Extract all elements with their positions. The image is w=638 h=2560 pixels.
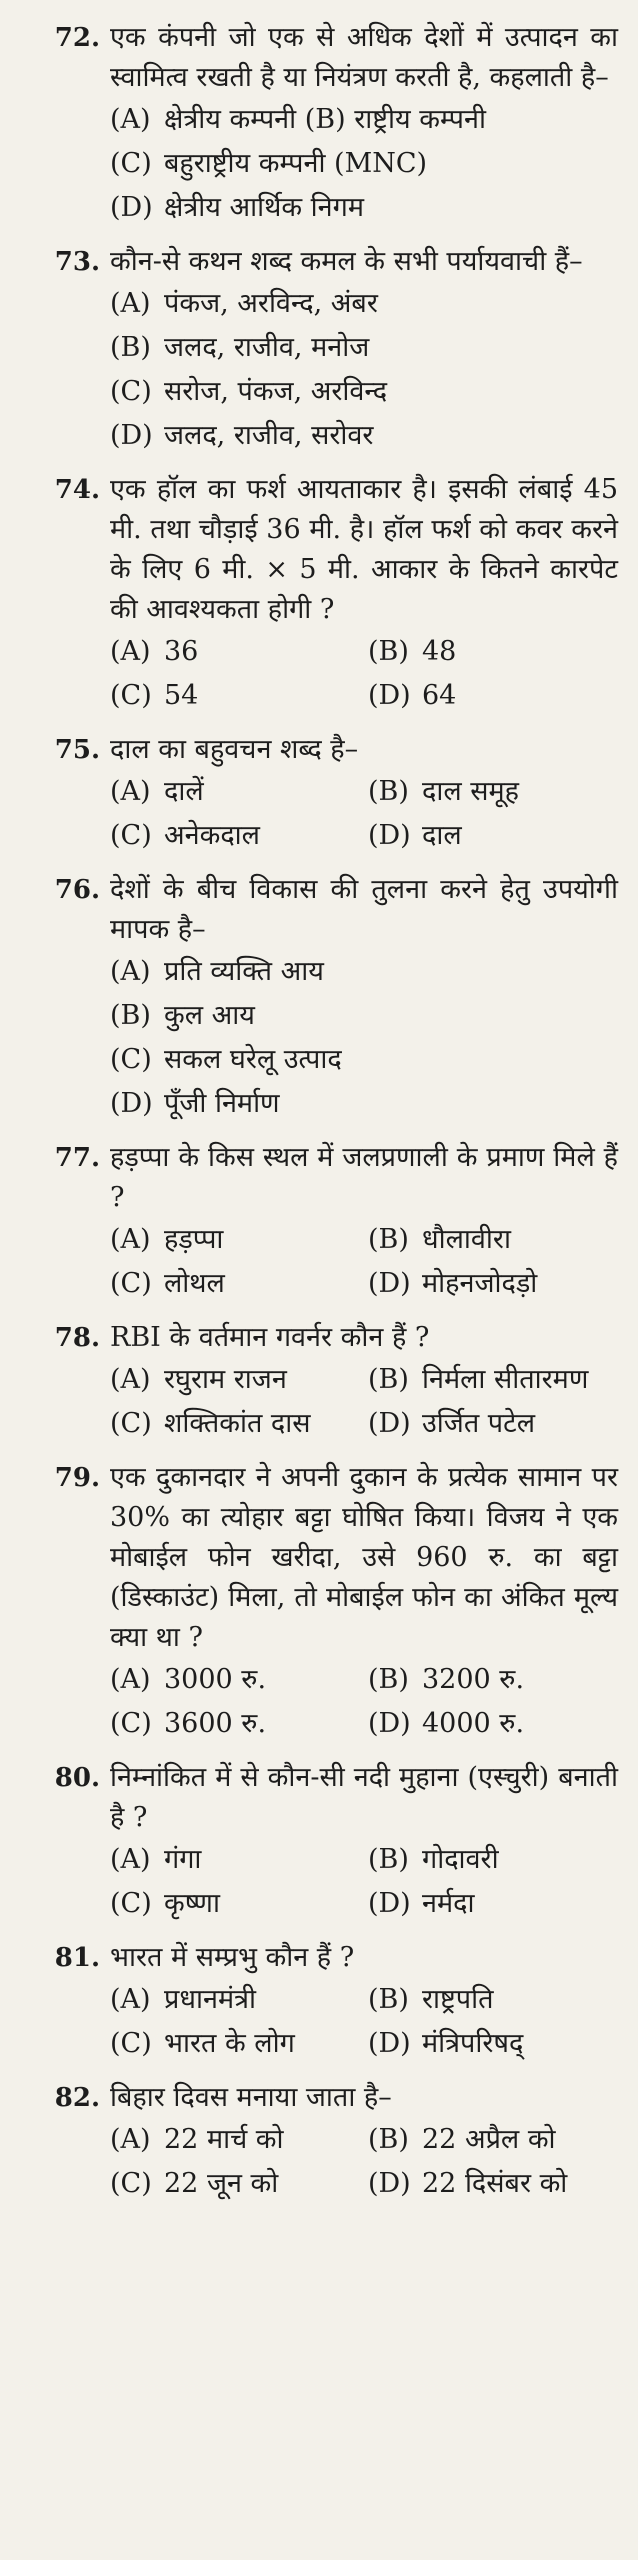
option bbox=[110, 186, 618, 230]
options-list bbox=[110, 282, 618, 458]
question-5 bbox=[24, 1138, 618, 1306]
option-label: (C) bbox=[110, 1044, 152, 1075]
option bbox=[110, 994, 618, 1038]
option-text: हड़प्पा bbox=[164, 1224, 224, 1255]
option-label: (B) bbox=[368, 1364, 409, 1395]
question-6 bbox=[24, 1318, 618, 1446]
question-number: 75. bbox=[54, 735, 100, 765]
question-head bbox=[24, 1758, 618, 1838]
option bbox=[368, 1358, 618, 1402]
option-label: (C) bbox=[110, 820, 152, 851]
question-head bbox=[24, 1938, 618, 1978]
option-label: (B) bbox=[368, 776, 409, 807]
option-text: दाल समूह bbox=[422, 776, 519, 807]
option-label: (C) bbox=[110, 148, 152, 179]
option-text: जलद, राजीव, मनोज bbox=[164, 332, 370, 363]
question-head bbox=[24, 1318, 618, 1358]
option bbox=[110, 1082, 618, 1126]
option-text: 64 bbox=[422, 680, 457, 711]
option-label: (A) bbox=[110, 1364, 151, 1395]
option-label: (A) bbox=[110, 288, 151, 319]
option bbox=[110, 370, 618, 414]
option-label: (C) bbox=[110, 1268, 152, 1299]
option-text: भारत के लोग bbox=[164, 2028, 295, 2059]
question-number: 77. bbox=[54, 1143, 100, 1173]
options-list bbox=[110, 98, 618, 230]
option-label: (D) bbox=[368, 1268, 411, 1299]
option-label: (B) bbox=[368, 1844, 409, 1875]
question-head bbox=[24, 242, 618, 282]
question-number: 82. bbox=[54, 2083, 100, 2113]
option-text: 48 bbox=[422, 636, 457, 667]
option-label: (A) bbox=[110, 1224, 151, 1255]
option bbox=[368, 674, 618, 718]
option-label: (D) bbox=[110, 192, 153, 223]
option-label: (C) bbox=[110, 2028, 152, 2059]
question-text: RBI के वर्तमान गवर्नर कौन हैं ? bbox=[110, 1322, 430, 1353]
option bbox=[110, 1402, 360, 1446]
option-text: पंकज, अरविन्द, अंबर bbox=[164, 288, 378, 319]
option bbox=[110, 1838, 360, 1882]
option bbox=[368, 1978, 618, 2022]
question-text: भारत में सम्प्रभु कौन हैं ? bbox=[110, 1942, 355, 1973]
option-label: (D) bbox=[368, 680, 411, 711]
option-label: (D) bbox=[110, 1088, 153, 1119]
option bbox=[368, 630, 618, 674]
option-text: मंत्रिपरिषद् bbox=[422, 2028, 524, 2059]
question-8 bbox=[24, 1758, 618, 1926]
option bbox=[368, 2162, 618, 2206]
option bbox=[110, 326, 618, 370]
option-label: (D) bbox=[110, 420, 153, 451]
option-text: गंगा bbox=[164, 1844, 202, 1875]
option-label: (B) bbox=[368, 636, 409, 667]
question-number: 80. bbox=[54, 1763, 100, 1793]
option-text: उर्जित पटेल bbox=[422, 1408, 536, 1439]
question-text: एक दुकानदार ने अपनी दुकान के प्रत्येक सामान पर 30% का त्योहार बट्टा घोषित किया। विजय ने एक मोबाईल फोन खरीदा, उसे 960 रु. का बट्टा (डिस्काउंट) मिला, तो मोबाईल फोन का अंकित मूल्य क्या था ? bbox=[110, 1462, 618, 1653]
question-text: एक कंपनी जो एक से अधिक देशों में उत्पादन का स्वामित्व रखती है या नियंत्रण करती है, कहलाती है– bbox=[110, 22, 618, 93]
question-text: कौन-से कथन शब्द कमल के सभी पर्यायवाची हैं– bbox=[110, 246, 583, 277]
question-number: 78. bbox=[54, 1323, 100, 1353]
question-head bbox=[24, 730, 618, 770]
option-label: (B) bbox=[368, 1224, 409, 1255]
option-text: निर्मला सीतारमण bbox=[422, 1364, 589, 1395]
option bbox=[110, 1882, 360, 1926]
option-label: (C) bbox=[110, 2168, 152, 2199]
option-label: (D) bbox=[368, 2028, 411, 2059]
option-text: पूँजी निर्माण bbox=[164, 1088, 280, 1119]
option-text: 22 दिसंबर को bbox=[422, 2168, 568, 2199]
question-number: 72. bbox=[54, 23, 100, 53]
option-text: बहुराष्ट्रीय कम्पनी (MNC) bbox=[164, 148, 428, 179]
options-list bbox=[110, 950, 618, 1126]
option-label: (D) bbox=[368, 820, 411, 851]
option-label: (D) bbox=[368, 1708, 411, 1739]
option-text: 22 मार्च को bbox=[164, 2124, 284, 2155]
option-text: नर्मदा bbox=[422, 1888, 475, 1919]
option bbox=[110, 1218, 360, 1262]
option bbox=[110, 1978, 360, 2022]
option bbox=[110, 770, 360, 814]
option bbox=[110, 142, 618, 186]
question-1 bbox=[24, 242, 618, 458]
option bbox=[110, 1262, 360, 1306]
option bbox=[368, 770, 618, 814]
question-text: बिहार दिवस मनाया जाता है– bbox=[110, 2082, 392, 2113]
option-text: जलद, राजीव, सरोवर bbox=[164, 420, 374, 451]
option-text: धौलावीरा bbox=[422, 1224, 511, 1255]
option bbox=[368, 814, 618, 858]
option-label: (B) bbox=[368, 2124, 409, 2155]
question-0 bbox=[24, 18, 618, 230]
option bbox=[110, 674, 360, 718]
option-text: दाल bbox=[422, 820, 462, 851]
option bbox=[110, 2022, 360, 2066]
option-text: शक्तिकांत दास bbox=[164, 1408, 311, 1439]
option-label: (A) bbox=[110, 1984, 151, 2015]
options-list bbox=[110, 2118, 618, 2206]
options-list bbox=[110, 1978, 618, 2066]
question-text: देशों के बीच विकास की तुलना करने हेतु उपयोगी मापक है– bbox=[110, 874, 618, 945]
option bbox=[110, 1658, 360, 1702]
question-2 bbox=[24, 470, 618, 718]
option bbox=[368, 1402, 618, 1446]
option bbox=[110, 1358, 360, 1402]
option bbox=[368, 1882, 618, 1926]
option-text: मोहनजोदड़ो bbox=[422, 1268, 538, 1299]
options-list bbox=[110, 1658, 618, 1746]
question-head bbox=[24, 2078, 618, 2118]
option bbox=[110, 414, 618, 458]
option-label: (C) bbox=[110, 680, 152, 711]
option bbox=[368, 1262, 618, 1306]
option-text: क्षेत्रीय कम्पनी (B) राष्ट्रीय कम्पनी bbox=[164, 104, 486, 135]
option-text: 4000 रु. bbox=[422, 1708, 525, 1739]
options-list bbox=[110, 1838, 618, 1926]
option-text: लोथल bbox=[164, 1268, 225, 1299]
option-text: प्रति व्यक्ति आय bbox=[164, 956, 324, 987]
option bbox=[368, 1658, 618, 1702]
option-label: (B) bbox=[110, 332, 151, 363]
option-text: दालें bbox=[164, 776, 204, 807]
option bbox=[110, 1702, 360, 1746]
question-head bbox=[24, 1458, 618, 1658]
option-label: (B) bbox=[368, 1984, 409, 2015]
option-text: 22 जून को bbox=[164, 2168, 279, 2199]
option bbox=[368, 1838, 618, 1882]
option-text: कुल आय bbox=[164, 1000, 255, 1031]
question-3 bbox=[24, 730, 618, 858]
options-list bbox=[110, 630, 618, 718]
option-text: 3600 रु. bbox=[164, 1708, 267, 1739]
question-text: दाल का बहुवचन शब्द है– bbox=[110, 734, 359, 765]
option-text: सरोज, पंकज, अरविन्द bbox=[164, 376, 388, 407]
question-4 bbox=[24, 870, 618, 1126]
question-7 bbox=[24, 1458, 618, 1746]
option-text: 54 bbox=[164, 680, 199, 711]
question-text: निम्नांकित में से कौन-सी नदी मुहाना (एस्चुरी) बनाती है ? bbox=[110, 1762, 618, 1833]
option-text: रघुराम राजन bbox=[164, 1364, 287, 1395]
option-text: 36 bbox=[164, 636, 199, 667]
option bbox=[368, 2118, 618, 2162]
question-number: 74. bbox=[54, 475, 100, 505]
option-label: (C) bbox=[110, 1708, 152, 1739]
option bbox=[110, 950, 618, 994]
option-label: (A) bbox=[110, 956, 151, 987]
question-10 bbox=[24, 2078, 618, 2206]
question-number: 73. bbox=[54, 247, 100, 277]
option-label: (A) bbox=[110, 2124, 151, 2155]
option-label: (C) bbox=[110, 1888, 152, 1919]
option-label: (A) bbox=[110, 636, 151, 667]
question-head bbox=[24, 470, 618, 630]
option bbox=[368, 1218, 618, 1262]
question-head bbox=[24, 870, 618, 950]
option-text: क्षेत्रीय आर्थिक निगम bbox=[164, 192, 364, 223]
option-label: (A) bbox=[110, 1844, 151, 1875]
options-list bbox=[110, 1358, 618, 1446]
option-text: राष्ट्रपति bbox=[422, 1984, 494, 2015]
option-label: (D) bbox=[368, 1408, 411, 1439]
question-head bbox=[24, 18, 618, 98]
question-text: हड़प्पा के किस स्थल में जलप्रणाली के प्रमाण मिले हैं ? bbox=[110, 1142, 618, 1213]
option-label: (B) bbox=[110, 1000, 151, 1031]
option-label: (A) bbox=[110, 1664, 151, 1695]
option-text: 3200 रु. bbox=[422, 1664, 525, 1695]
question-9 bbox=[24, 1938, 618, 2066]
option-text: 22 अप्रैल को bbox=[422, 2124, 556, 2155]
option bbox=[368, 1702, 618, 1746]
option-text: अनेकदाल bbox=[164, 820, 260, 851]
option-label: (C) bbox=[110, 1408, 152, 1439]
option bbox=[110, 282, 618, 326]
question-number: 79. bbox=[54, 1463, 100, 1493]
question-head bbox=[24, 1138, 618, 1218]
option bbox=[110, 2118, 360, 2162]
options-list bbox=[110, 1218, 618, 1306]
option-label: (D) bbox=[368, 1888, 411, 1919]
option bbox=[110, 1038, 618, 1082]
option-text: गोदावरी bbox=[422, 1844, 499, 1875]
options-list bbox=[110, 770, 618, 858]
question-number: 81. bbox=[54, 1943, 100, 1973]
option bbox=[110, 98, 618, 142]
question-number: 76. bbox=[54, 875, 100, 905]
option-label: (A) bbox=[110, 104, 151, 135]
option bbox=[110, 2162, 360, 2206]
option bbox=[368, 2022, 618, 2066]
option-text: 3000 रु. bbox=[164, 1664, 267, 1695]
option-label: (B) bbox=[368, 1664, 409, 1695]
option-label: (C) bbox=[110, 376, 152, 407]
option-text: कृष्णा bbox=[164, 1888, 220, 1919]
question-text: एक हॉल का फर्श आयताकार है। इसकी लंबाई 45 मी. तथा चौड़ाई 36 मी. है। हॉल फर्श को कवर करने के लिए 6 मी. × 5 मी. आकार के कितने कारपेट की आवश्यकता होगी ? bbox=[110, 474, 618, 625]
option-text: सकल घरेलू उत्पाद bbox=[164, 1044, 342, 1075]
option bbox=[110, 630, 360, 674]
option-label: (D) bbox=[368, 2168, 411, 2199]
option bbox=[110, 814, 360, 858]
option-text: प्रधानमंत्री bbox=[164, 1984, 256, 2015]
option-label: (A) bbox=[110, 776, 151, 807]
